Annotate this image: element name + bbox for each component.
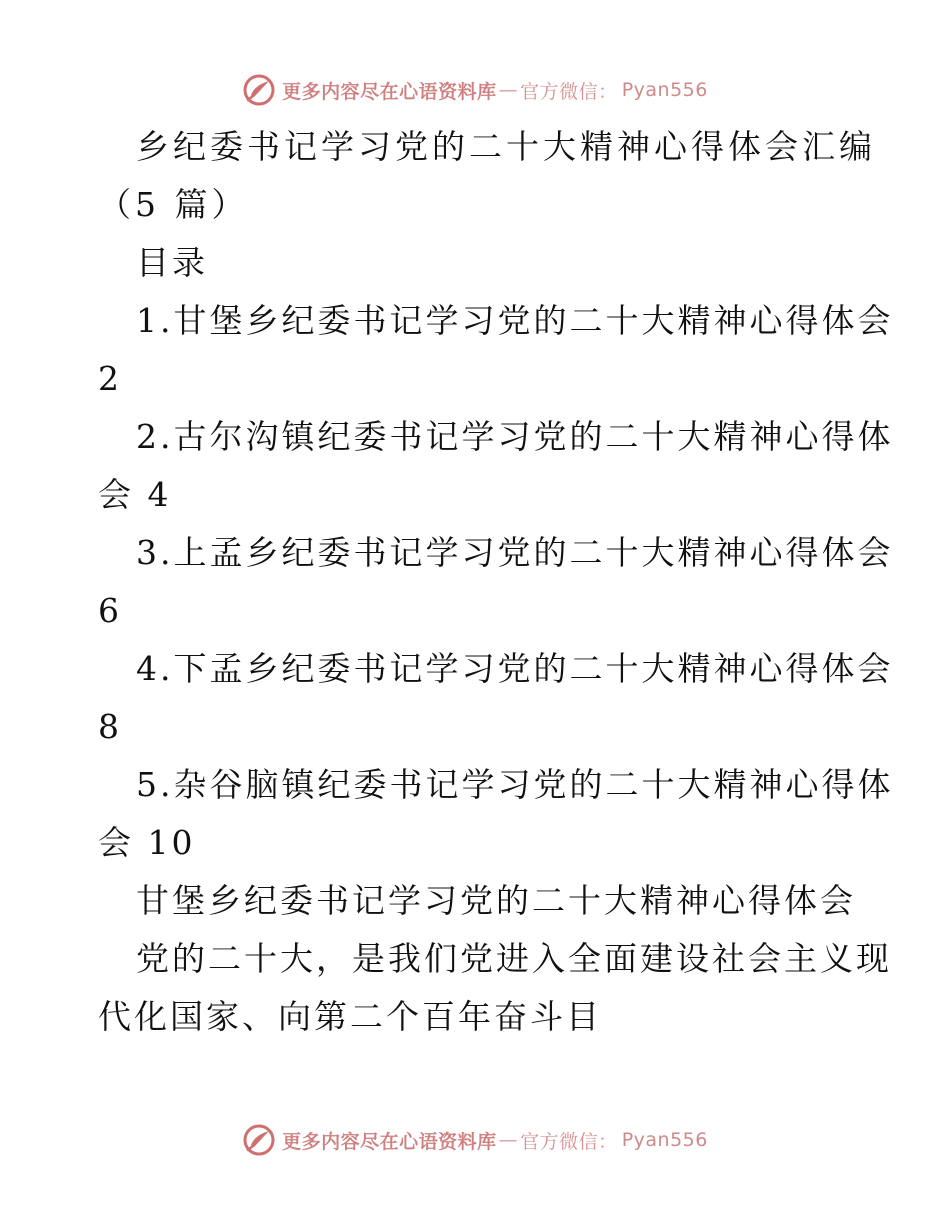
watermark-account: Pyan556 <box>621 79 708 101</box>
toc-item-2: 2.古尔沟镇纪委书记学习党的二十大精神心得体 <box>136 417 894 456</box>
toc-item-3-page: 6 <box>98 591 122 630</box>
section-title: 甘堡乡纪委书记学习党的二十大精神心得体会 <box>136 881 856 920</box>
toc-item-1-page: 2 <box>98 359 122 398</box>
toc-item-5-page: 会 10 <box>98 823 196 862</box>
toc-item-5: 5.杂谷脑镇纪委书记学习党的二十大精神心得体 <box>136 765 894 804</box>
paragraph-line-continuation: 代化国家、向第二个百年奋斗目 <box>98 997 602 1036</box>
toc-item-2-page: 会 4 <box>98 475 172 514</box>
toc-item-4-page: 8 <box>98 707 122 746</box>
document-body <box>98 118 894 1046</box>
toc-item-3: 3.上孟乡纪委书记学习党的二十大精神心得体会 <box>136 533 894 572</box>
toc-heading: 目录 <box>136 243 208 282</box>
toc-item-4: 4.下孟乡纪委书记学习党的二十大精神心得体会 <box>136 649 894 688</box>
footer-watermark <box>0 1120 950 1160</box>
watermark-brand: 更多内容尽在心语资料库 <box>282 1130 497 1153</box>
paragraph-line: 党的二十大，是我们党进入全面建设社会主义现 <box>136 939 892 978</box>
watermark-label: 官方微信： <box>520 80 618 103</box>
brush-logo-icon <box>242 73 276 107</box>
document-title: 乡纪委书记学习党的二十大精神心得体会汇编 <box>136 127 876 166</box>
watermark-brand: 更多内容尽在心语资料库 <box>282 80 497 103</box>
brush-logo-icon <box>242 1123 276 1157</box>
watermark-dash: — <box>498 1129 519 1151</box>
document-title-continuation: （5 篇） <box>98 185 249 224</box>
watermark-account: Pyan556 <box>621 1129 708 1151</box>
watermark-label: 官方微信： <box>520 1130 618 1153</box>
toc-item-1: 1.甘堡乡纪委书记学习党的二十大精神心得体会 <box>136 301 894 340</box>
header-watermark <box>0 70 950 110</box>
watermark-dash: — <box>498 79 519 101</box>
